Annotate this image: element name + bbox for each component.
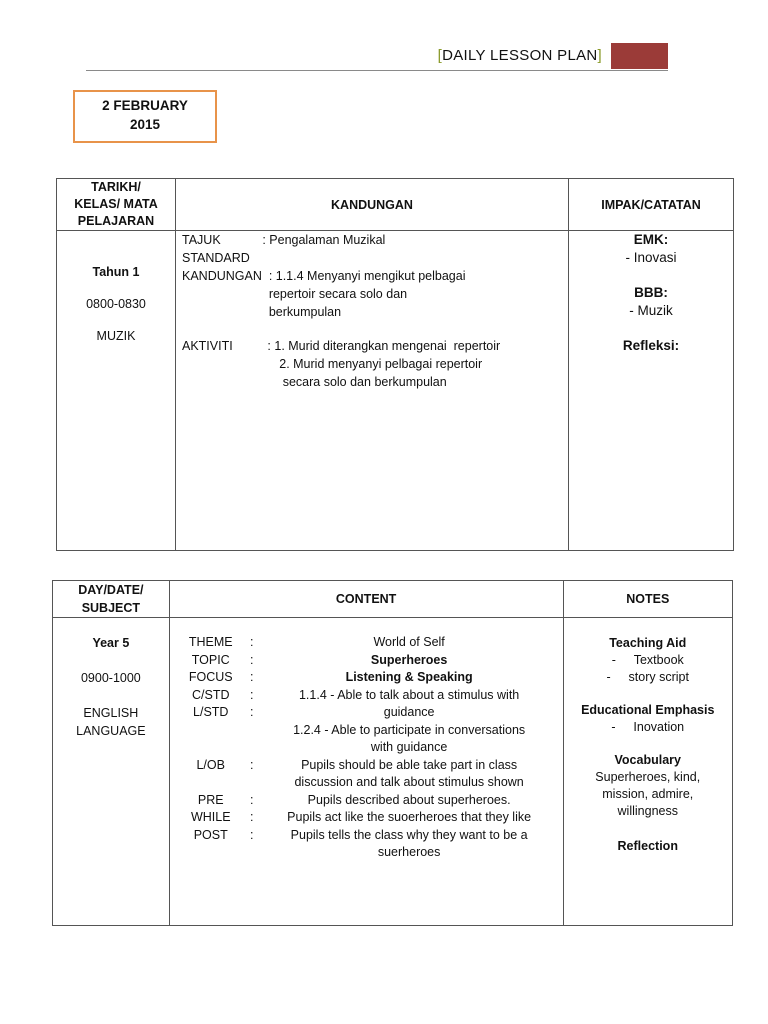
content-cell [176,231,569,551]
content-row-value: World of Self [373,635,445,649]
class-cell [57,231,176,551]
content-row [180,844,557,862]
header-kandungan: KANDUNGAN [176,179,569,231]
header-day-line1: DAY/DATE/ [78,583,144,597]
content-row-label: WHILE [190,810,231,824]
class-cell-2 [53,618,170,926]
content-row [180,774,557,792]
header-tarikh-line1: TARIKH/ [91,180,141,194]
vocabulary-line: Superheroes, kind, [595,770,701,784]
vocabulary-line: mission, admire, [602,787,694,801]
content-row [180,722,557,740]
edu-emphasis-label: Educational Emphasis [581,703,715,717]
content-row-value: Pupils act like the suoerheroes that they like [287,810,532,824]
page-header [86,42,668,71]
content-row-label: PRE [197,792,224,807]
header-title [438,47,602,64]
content-row-value: suerheroes [377,845,441,859]
class-time: 0800-0830 [86,297,146,311]
content-row-value: with guidance [370,740,448,754]
emk-label: EMK: [633,232,669,247]
content-row-value: 1.1.4 - Able to talk about a stimulus with [298,687,520,702]
header-tarikh [57,179,176,231]
content-row [180,634,557,652]
bracket-open: [ [437,47,443,64]
content-row-value: Pupils tells the class why they want to be a [290,827,528,842]
content-row-value: discussion and talk about stimulus shown [294,775,524,789]
content-row-colon: : [249,635,254,649]
content-row-colon: : [249,757,254,772]
class-subject-line2: LANGUAGE [76,724,146,738]
bullet-dash: - [611,653,616,667]
content-row-label: L/STD [193,705,229,719]
content-line: berkumpulan [182,305,342,319]
content-line: KANDUNGAN : 1.1.4 Menyanyi mengikut pelbagai [182,269,466,283]
notes-cell-2 [563,618,732,926]
refleksi-label: Refleksi: [622,338,680,353]
header-content: CONTENT [169,581,563,618]
content-row-value: Listening & Speaking [345,670,473,684]
content-cell-2 [169,618,563,926]
content-line: repertoir secara solo dan [182,287,408,301]
content-row [180,739,557,757]
content-row-colon: : [249,652,254,667]
content-row [180,704,557,722]
reflection-label: Reflection [617,839,678,853]
bullet-dash: - [611,720,616,734]
content-row-colon: : [249,792,254,807]
class-name-2: Year 5 [92,636,130,650]
content-line: TAJUK : Pengalaman Muzikal [182,233,386,247]
content-row-value: Pupils described about superheroes. [307,792,511,807]
bbb-value: - Muzik [629,303,673,318]
class-subject-line1: ENGLISH [83,706,139,720]
header-day-date [53,581,170,618]
emk-value: - Inovasi [625,250,677,265]
content-row-label [180,844,242,862]
content-row-label [180,722,242,740]
date-box [73,90,217,143]
content-line: AKTIVITI : 1. Murid diterangkan mengenai repertoir [182,339,501,353]
content-row-colon [242,774,262,792]
content-row-value: Superheroes [370,652,448,667]
edu-emphasis-inovation: Inovation [633,720,685,734]
bullet-dash: - [606,670,611,684]
header-tarikh-line2: KELAS/ MATA [74,197,158,211]
vocabulary-line: willingness [617,804,678,818]
content-row-colon: : [249,687,254,702]
content-row-label: L/OB [196,757,225,772]
class-time-2: 0900-1000 [80,671,141,685]
teaching-aid-textbook: Textbook [633,653,684,667]
date-line2: 2015 [129,117,161,132]
content-line: 2. Murid menyanyi pelbagai repertoir [182,357,483,371]
header-color-block [611,43,668,69]
content-rows [180,634,557,862]
content-row-colon: : [249,827,254,842]
bracket-close: ] [597,47,602,64]
bbb-label: BBB: [634,285,668,300]
edu-emphasis-item [564,719,732,736]
content-row-colon [242,844,262,862]
content-row-colon: : [249,810,254,824]
content-row-label: C/STD [191,687,230,702]
class-name: Tahun 1 [92,265,140,279]
content-row [180,687,557,705]
content-row-label [180,739,242,757]
content-row [180,792,557,810]
content-row [180,827,557,845]
content-row [180,652,557,670]
content-row [180,809,557,827]
content-row-label: POST [193,827,228,842]
content-row-value: 1.2.4 - Able to participate in conversations [293,722,526,737]
class-subject: MUZIK [96,329,136,343]
content-row-colon: : [249,705,254,719]
vocabulary-label: Vocabulary [614,753,681,767]
teaching-aid-item [564,669,732,686]
teaching-aid-item [564,652,732,669]
content-row-label: THEME [188,635,233,649]
header-tarikh-line3: PELAJARAN [77,214,155,228]
content-row-colon [242,722,262,740]
teaching-aid-label: Teaching Aid [609,636,687,650]
content-line: STANDARD [182,251,250,265]
content-row [180,669,557,687]
date-line1: 2 FEBRUARY [102,98,188,113]
header-title-text: DAILY LESSON PLAN [442,47,598,64]
header-impak: IMPAK/CATATAN [569,179,734,231]
lesson-table-muzik [56,178,734,551]
content-row-value: Pupils should be able take part in class [301,757,518,772]
content-row-label: TOPIC [191,652,230,667]
content-row-value: guidance [383,705,435,719]
content-row [180,757,557,775]
notes-cell [569,231,734,551]
lesson-table-english [52,580,733,926]
content-row-colon: : [249,670,254,684]
teaching-aid-script: story script [628,670,689,684]
header-day-line2: SUBJECT [81,601,141,615]
content-row-label: FOCUS [188,670,233,684]
content-line: secara solo dan berkumpulan [182,375,447,389]
content-row-label [180,774,242,792]
content-row-colon [242,739,262,757]
header-notes: NOTES [563,581,732,618]
